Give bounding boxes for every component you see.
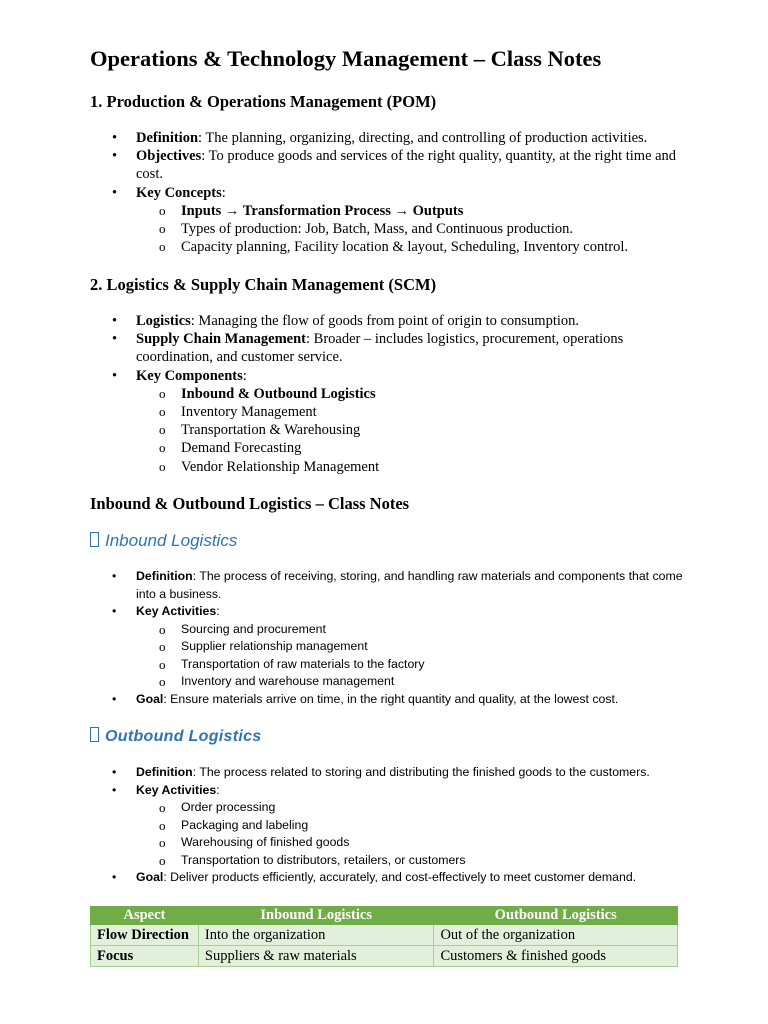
sub-list-item: o Transportation & Warehousing xyxy=(136,421,690,439)
table-cell: Suppliers & raw materials xyxy=(198,946,434,967)
sub-list-item: o Warehousing of finished goods xyxy=(136,834,690,852)
sub-list-item: o Transportation to distributors, retailers, or customers xyxy=(136,852,690,870)
sub-list-item: o Packaging and labeling xyxy=(136,817,690,835)
outbound-list xyxy=(90,764,690,887)
section-heading-pom: 1. Production & Operations Management (POM) xyxy=(90,92,437,111)
section-heading-logistics-notes: Inbound & Outbound Logistics – Class Notes xyxy=(90,494,410,513)
inbound-activities-list xyxy=(136,621,690,691)
pom-list xyxy=(90,129,690,256)
outbound-heading: Outbound Logistics xyxy=(90,727,262,746)
sub-list-item: o Inbound & Outbound Logistics xyxy=(136,385,690,403)
table-header-row xyxy=(91,907,678,925)
section-heading-scm: 2. Logistics & Supply Chain Management (SCM) xyxy=(90,275,437,294)
list-item: • Definition: The process related to storing and distributing the finished goods to the customers. xyxy=(90,764,690,782)
list-item: • Definition: The planning, organizing, directing, and controlling of production activities. xyxy=(90,129,690,147)
pom-key-concepts-list xyxy=(136,202,690,257)
scm-list xyxy=(90,312,690,476)
sub-list-item: o Inputs → Transformation Process → Outputs xyxy=(136,202,690,220)
sub-list-item: o Transportation of raw materials to the factory xyxy=(136,656,690,674)
list-item: • Objectives: To produce goods and services of the right quality, quantity, at the right time and cost. xyxy=(90,147,690,183)
table-row xyxy=(91,925,678,946)
table-header-cell: Inbound Logistics xyxy=(198,907,434,925)
sub-list-item: o Supplier relationship management xyxy=(136,638,690,656)
list-item: • Definition: The process of receiving, storing, and handling raw materials and components that come into a business. xyxy=(90,568,690,603)
inbound-heading: Inbound Logistics xyxy=(90,531,237,551)
comparison-table xyxy=(90,906,678,967)
inbound-list xyxy=(90,568,690,708)
list-item: • Key Components: o Inbound & Outbound Logistics o Inventory Management o Transportation & Warehousing o Demand Forecasting o Vendor Relationship Management xyxy=(90,367,690,476)
sub-list-item: o Order processing xyxy=(136,799,690,817)
sub-list-item: o Inventory Management xyxy=(136,403,690,421)
missing-glyph-icon xyxy=(90,532,99,547)
table-cell: Focus xyxy=(91,946,199,967)
sub-list-item: o Inventory and warehouse management xyxy=(136,673,690,691)
table-cell: Out of the organization xyxy=(434,925,678,946)
list-item: • Key Activities: o Order processing o Packaging and labeling o Warehousing of finished goods o Transportation to distributors, retailers, or customers xyxy=(90,782,690,870)
table-cell: Into the organization xyxy=(198,925,434,946)
table-row xyxy=(91,946,678,967)
sub-list-item: o Capacity planning, Facility location & layout, Scheduling, Inventory control. xyxy=(136,238,690,256)
sub-list-item: o Demand Forecasting xyxy=(136,439,690,457)
list-item: • Goal: Deliver products efficiently, accurately, and cost-effectively to meet customer demand. xyxy=(90,869,690,887)
page-title: Operations & Technology Management – Class Notes xyxy=(90,46,602,71)
scm-key-components-list xyxy=(136,385,690,476)
list-item: • Goal: Ensure materials arrive on time, in the right quantity and quality, at the lowest cost. xyxy=(90,691,690,709)
outbound-activities-list xyxy=(136,799,690,869)
sub-list-item: o Types of production: Job, Batch, Mass, and Continuous production. xyxy=(136,220,690,238)
list-item: • Supply Chain Management: Broader – includes logistics, procurement, operations coordination, and customer service. xyxy=(90,330,690,366)
sub-list-item: o Sourcing and procurement xyxy=(136,621,690,639)
list-item: • Logistics: Managing the flow of goods from point of origin to consumption. xyxy=(90,312,690,330)
sub-list-item: o Vendor Relationship Management xyxy=(136,458,690,476)
list-item: • Key Activities: o Sourcing and procurement o Supplier relationship management o Transportation of raw materials to the factory o Inventory and warehouse management xyxy=(90,603,690,691)
table-cell: Flow Direction xyxy=(91,925,199,946)
missing-glyph-icon xyxy=(90,727,99,742)
table-header-cell: Aspect xyxy=(91,907,199,925)
table-cell: Customers & finished goods xyxy=(434,946,678,967)
table-header-cell: Outbound Logistics xyxy=(434,907,678,925)
list-item: • Key Concepts: o Inputs → Transformation Process → Outputs o Types of production: Job, Batch, Mass, and Continuous production. o Capacity planning, Facility location & layout, Scheduling, Inventory control. xyxy=(90,184,690,257)
